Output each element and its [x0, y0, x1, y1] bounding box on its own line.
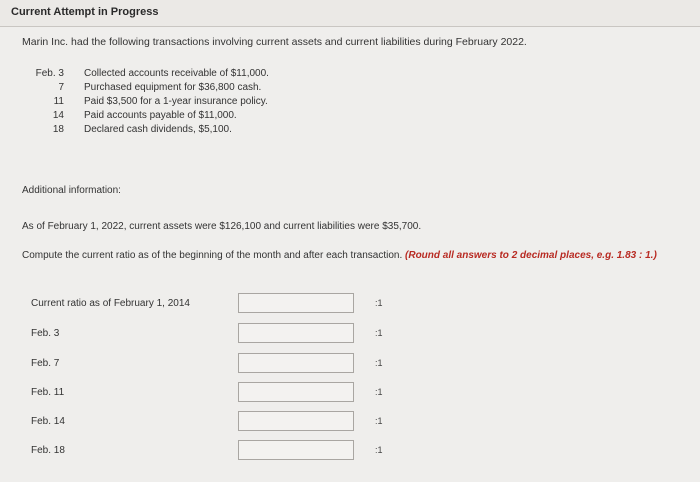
transaction-date: 11 — [53, 96, 64, 107]
current-ratio-feb-18-input[interactable] — [238, 440, 354, 460]
current-ratio-feb-14-input[interactable] — [238, 411, 354, 431]
rounding-note: (Round all answers to 2 decimal places, e.g. 1.83 : 1.) — [405, 250, 657, 261]
ratio-row-label: Feb. 18 — [31, 445, 65, 456]
ratio-row-feb-11 — [0, 382, 700, 406]
instructions-text: Compute the current ratio as of the beginning of the month and after each transaction. — [22, 250, 403, 261]
transaction-description: Purchased equipment for $36,800 cash. — [84, 82, 262, 93]
ratio-row-label: Feb. 3 — [31, 328, 60, 339]
page-title: Current Attempt in Progress — [11, 6, 159, 18]
ratio-suffix: :1 — [375, 358, 383, 368]
instructions — [22, 249, 690, 262]
ratio-row-feb-7 — [0, 353, 700, 377]
as-of-statement: As of February 1, 2022, current assets were $126,100 and current liabilities were $35,700. — [22, 221, 422, 232]
ratio-row-feb-3 — [0, 323, 700, 347]
transaction-description: Declared cash dividends, $5,100. — [84, 124, 232, 135]
transaction-description: Paid $3,500 for a 1-year insurance policy. — [84, 96, 268, 107]
current-ratio-feb-7-input[interactable] — [238, 353, 354, 373]
ratio-row-label: Feb. 7 — [31, 358, 60, 369]
question-intro: Marin Inc. had the following transactions involving current assets and current liabilities during February 2022. — [22, 36, 527, 48]
ratio-row-feb-18 — [0, 440, 700, 464]
ratio-suffix: :1 — [375, 298, 383, 308]
transaction-description: Collected accounts receivable of $11,000. — [84, 68, 269, 79]
transaction-date: Feb. 3 — [35, 68, 64, 79]
ratio-suffix: :1 — [375, 387, 383, 397]
ratio-row-feb-14 — [0, 411, 700, 435]
transaction-date: 7 — [58, 82, 64, 93]
additional-information-label: Additional information: — [22, 185, 121, 196]
current-ratio-feb-3-input[interactable] — [238, 323, 354, 343]
ratio-suffix: :1 — [375, 445, 383, 455]
current-ratio-feb-1-input[interactable] — [238, 293, 354, 313]
transaction-date: 14 — [52, 110, 64, 121]
ratio-suffix: :1 — [375, 416, 383, 426]
page-header — [0, 0, 700, 27]
ratio-row-label: Current ratio as of February 1, 2014 — [31, 298, 190, 309]
ratio-row-label: Feb. 11 — [31, 387, 65, 398]
current-ratio-feb-11-input[interactable] — [238, 382, 354, 402]
question-panel — [0, 27, 700, 482]
ratio-suffix: :1 — [375, 328, 383, 338]
transaction-description: Paid accounts payable of $11,000. — [84, 110, 237, 121]
transaction-date: 18 — [52, 124, 64, 135]
ratio-row-feb-1 — [0, 293, 700, 317]
ratio-row-label: Feb. 14 — [31, 416, 65, 427]
